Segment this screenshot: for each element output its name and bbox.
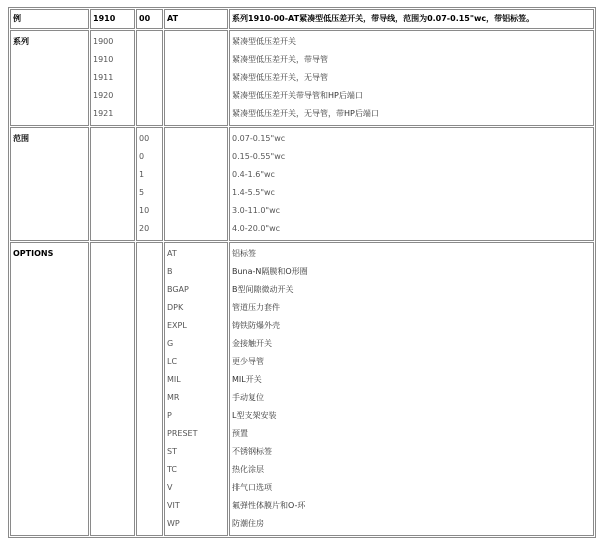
options-empty-cell — [90, 242, 135, 536]
option-code: TC — [167, 465, 178, 474]
options-row — [10, 242, 594, 536]
series-code: 1900 — [93, 37, 114, 46]
series-codes-cell — [90, 30, 135, 126]
option-description: 防潮住房 — [232, 519, 264, 528]
range-codes-cell — [136, 127, 163, 241]
range-code: 10 — [139, 206, 150, 215]
model-code-table — [8, 7, 596, 538]
series-description: 紧凑型低压差开关，无导管，带HP后端口 — [232, 109, 379, 118]
options-section-label: OPTIONS — [10, 242, 89, 536]
range-description: 3.0-11.0"wc — [232, 206, 281, 215]
option-code: EXPL — [167, 321, 187, 330]
range-code: 1 — [139, 170, 145, 179]
options-codes-cell — [164, 242, 228, 536]
option-description: 管道压力套件 — [232, 303, 280, 312]
series-code: 1911 — [93, 73, 114, 82]
range-empty-cell — [164, 127, 228, 241]
series-empty-cell — [164, 30, 228, 126]
option-description: 铝标签 — [232, 249, 256, 258]
range-code: 0 — [139, 152, 145, 161]
range-row — [10, 127, 594, 241]
option-code: WP — [167, 519, 180, 528]
range-code: 20 — [139, 224, 150, 233]
option-code: VIT — [167, 501, 180, 510]
header-series-code: 1910 — [90, 9, 135, 29]
header-example-label: 例 — [10, 9, 89, 29]
series-descriptions-cell — [229, 30, 594, 126]
series-description: 紧凑型低压差开关带导管和HP后端口 — [232, 91, 363, 100]
option-code: ST — [167, 447, 177, 456]
option-code: AT — [167, 249, 177, 258]
option-description: 金接触开关 — [232, 339, 272, 348]
range-description: 1.4-5.5"wc — [232, 188, 275, 197]
series-description: 紧凑型低压差开关，带导管 — [232, 55, 328, 64]
option-description: 排气口选项 — [232, 483, 272, 492]
header-row — [10, 9, 594, 29]
header-option-code: AT — [164, 9, 228, 29]
option-code: MR — [167, 393, 180, 402]
options-empty-cell — [136, 242, 163, 536]
option-code: V — [167, 483, 173, 492]
option-description: 预置 — [232, 429, 248, 438]
series-empty-cell — [136, 30, 163, 126]
series-code: 1910 — [93, 55, 114, 64]
series-code: 1921 — [93, 109, 114, 118]
option-code: B — [167, 267, 173, 276]
option-code: DPK — [167, 303, 184, 312]
series-code: 1920 — [93, 91, 114, 100]
range-description: 0.07-0.15"wc — [232, 134, 286, 143]
option-code: MIL — [167, 375, 181, 384]
option-code: G — [167, 339, 174, 348]
option-code: PRESET — [167, 429, 198, 438]
option-description: B型间隙微动开关 — [232, 285, 294, 294]
range-descriptions-cell — [229, 127, 594, 241]
option-description: 不锈钢标签 — [232, 447, 272, 456]
header-example-description: 系列1910-00-AT紧凑型低压差开关，带导线，范围为0.07-0.15"wc，带铝标签。 — [229, 9, 594, 29]
series-row — [10, 30, 594, 126]
range-section-label: 范围 — [10, 127, 89, 241]
option-description: 手动复位 — [232, 393, 264, 402]
option-code: BGAP — [167, 285, 189, 294]
series-description: 紧凑型低压差开关 — [232, 37, 296, 46]
series-section-label: 系列 — [10, 30, 89, 126]
options-descriptions-cell — [229, 242, 594, 536]
range-code: 00 — [139, 134, 150, 143]
option-description: 铸铁防爆外壳 — [232, 321, 280, 330]
range-description: 0.15-0.55"wc — [232, 152, 286, 161]
range-description: 0.4-1.6"wc — [232, 170, 275, 179]
option-description: L型支架安装 — [232, 411, 277, 420]
option-description: Buna-N隔膜和O形圈 — [232, 267, 308, 276]
header-range-code: 00 — [136, 9, 163, 29]
range-description: 4.0-20.0"wc — [232, 224, 281, 233]
series-description: 紧凑型低压差开关，无导管 — [232, 73, 328, 82]
option-code: P — [167, 411, 172, 420]
option-description: MIL开关 — [232, 375, 262, 384]
option-description: 更少导管 — [232, 357, 264, 366]
option-code: LC — [167, 357, 178, 366]
option-description: 氟弹性体膜片和O-环 — [232, 501, 306, 510]
option-description: 热化涂层 — [232, 465, 264, 474]
range-empty-cell — [90, 127, 135, 241]
range-code: 5 — [139, 188, 145, 197]
